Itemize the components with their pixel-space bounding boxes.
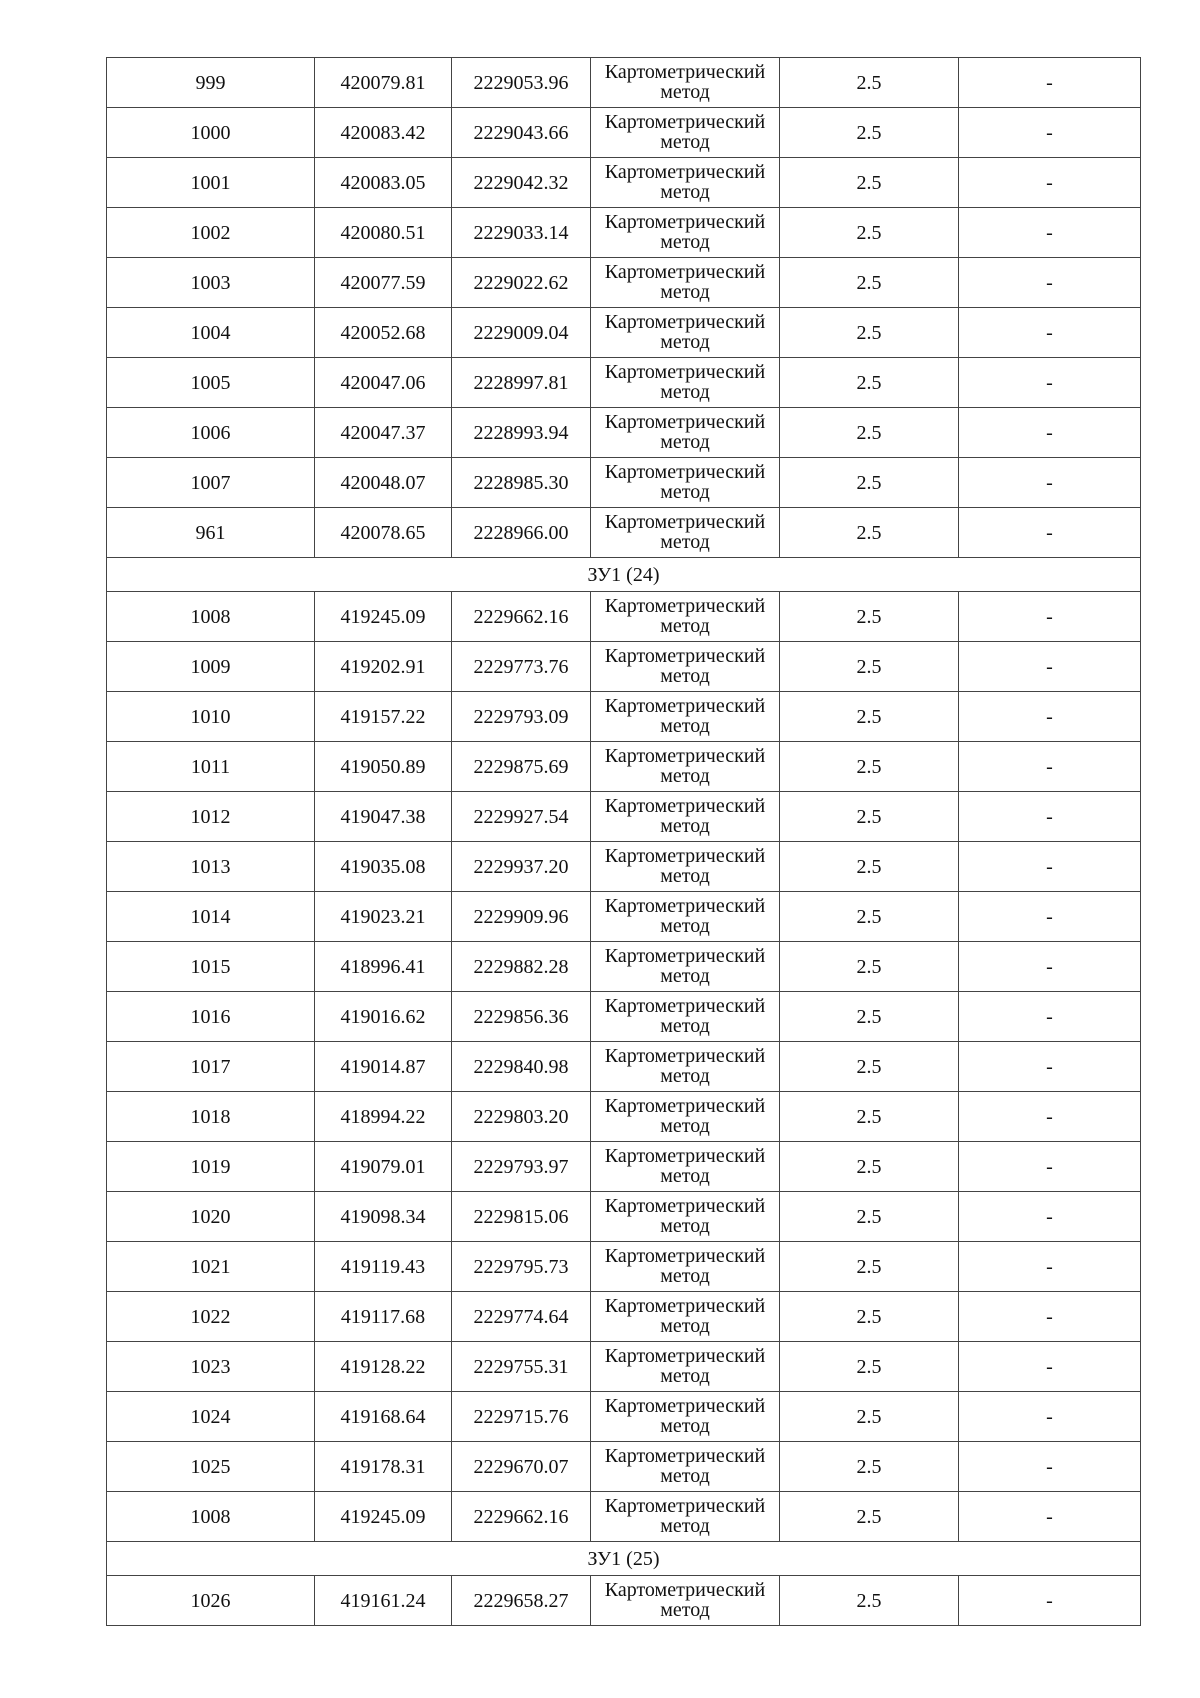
method-text-line2: метод bbox=[660, 864, 710, 887]
y-coordinate-cell: 2229042.32 bbox=[452, 158, 591, 208]
y-coordinate-cell: 2228966.00 bbox=[452, 508, 591, 558]
table-row bbox=[107, 992, 1141, 1042]
table-row bbox=[107, 692, 1141, 742]
method-cell bbox=[591, 742, 780, 792]
x-coordinate-cell: 419079.01 bbox=[315, 1142, 452, 1192]
method-text-line2: метод bbox=[660, 1114, 710, 1137]
accuracy-cell: 2.5 bbox=[780, 58, 959, 108]
method-cell bbox=[591, 592, 780, 642]
method-cell bbox=[591, 1192, 780, 1242]
x-coordinate-cell: 420052.68 bbox=[315, 308, 452, 358]
table-row bbox=[107, 208, 1141, 258]
point-number-cell: 961 bbox=[107, 508, 315, 558]
accuracy-cell: 2.5 bbox=[780, 1092, 959, 1142]
accuracy-cell: 2.5 bbox=[780, 1576, 959, 1626]
x-coordinate-cell: 419117.68 bbox=[315, 1292, 452, 1342]
accuracy-cell: 2.5 bbox=[780, 1342, 959, 1392]
accuracy-cell: 2.5 bbox=[780, 1042, 959, 1092]
accuracy-cell: 2.5 bbox=[780, 208, 959, 258]
method-cell bbox=[591, 58, 780, 108]
x-coordinate-cell: 419047.38 bbox=[315, 792, 452, 842]
y-coordinate-cell: 2229053.96 bbox=[452, 58, 591, 108]
point-number-cell: 1018 bbox=[107, 1092, 315, 1142]
method-cell bbox=[591, 1442, 780, 1492]
method-cell bbox=[591, 1142, 780, 1192]
accuracy-cell: 2.5 bbox=[780, 1142, 959, 1192]
coordinates-table bbox=[106, 57, 1141, 1626]
method-text-line2: метод bbox=[660, 1214, 710, 1237]
table-row bbox=[107, 508, 1141, 558]
method-text-line1: Картометрический bbox=[604, 310, 766, 333]
method-text-line1: Картометрический bbox=[604, 410, 766, 433]
method-text-line2: метод bbox=[660, 1414, 710, 1437]
table-row bbox=[107, 1242, 1141, 1292]
y-coordinate-cell: 2229856.36 bbox=[452, 992, 591, 1042]
x-coordinate-cell: 419157.22 bbox=[315, 692, 452, 742]
note-cell: - bbox=[959, 742, 1141, 792]
y-coordinate-cell: 2229793.97 bbox=[452, 1142, 591, 1192]
x-coordinate-cell: 420078.65 bbox=[315, 508, 452, 558]
note-cell: - bbox=[959, 208, 1141, 258]
note-cell: - bbox=[959, 108, 1141, 158]
method-cell bbox=[591, 1242, 780, 1292]
method-text-line1: Картометрический bbox=[604, 1094, 766, 1117]
method-text-line1: Картометрический bbox=[604, 1144, 766, 1167]
section-header-row bbox=[107, 1542, 1141, 1576]
method-text-line2: метод bbox=[660, 664, 710, 687]
table-row bbox=[107, 842, 1141, 892]
point-number-cell: 1005 bbox=[107, 358, 315, 408]
note-cell: - bbox=[959, 1342, 1141, 1392]
method-text-line2: метод bbox=[660, 1314, 710, 1337]
method-text-line2: метод bbox=[660, 1264, 710, 1287]
y-coordinate-cell: 2229795.73 bbox=[452, 1242, 591, 1292]
method-text-line1: Картометрический bbox=[604, 994, 766, 1017]
x-coordinate-cell: 419016.62 bbox=[315, 992, 452, 1042]
x-coordinate-cell: 419128.22 bbox=[315, 1342, 452, 1392]
x-coordinate-cell: 419161.24 bbox=[315, 1576, 452, 1626]
accuracy-cell: 2.5 bbox=[780, 1442, 959, 1492]
point-number-cell: 1007 bbox=[107, 458, 315, 508]
point-number-cell: 1025 bbox=[107, 1442, 315, 1492]
accuracy-cell: 2.5 bbox=[780, 108, 959, 158]
y-coordinate-cell: 2228997.81 bbox=[452, 358, 591, 408]
method-text-line2: метод bbox=[660, 1464, 710, 1487]
note-cell: - bbox=[959, 1192, 1141, 1242]
table-row bbox=[107, 1292, 1141, 1342]
accuracy-cell: 2.5 bbox=[780, 1392, 959, 1442]
table-row bbox=[107, 158, 1141, 208]
note-cell: - bbox=[959, 258, 1141, 308]
table-row bbox=[107, 408, 1141, 458]
note-cell: - bbox=[959, 1576, 1141, 1626]
method-text-line1: Картометрический bbox=[604, 1444, 766, 1467]
point-number-cell: 1008 bbox=[107, 1492, 315, 1542]
note-cell: - bbox=[959, 592, 1141, 642]
method-text-line1: Картометрический bbox=[604, 944, 766, 967]
table-row bbox=[107, 1042, 1141, 1092]
method-cell bbox=[591, 308, 780, 358]
point-number-cell: 1011 bbox=[107, 742, 315, 792]
table-row bbox=[107, 1192, 1141, 1242]
table-row bbox=[107, 742, 1141, 792]
accuracy-cell: 2.5 bbox=[780, 1242, 959, 1292]
point-number-cell: 1014 bbox=[107, 892, 315, 942]
x-coordinate-cell: 420079.81 bbox=[315, 58, 452, 108]
accuracy-cell: 2.5 bbox=[780, 258, 959, 308]
x-coordinate-cell: 420047.06 bbox=[315, 358, 452, 408]
x-coordinate-cell: 419014.87 bbox=[315, 1042, 452, 1092]
x-coordinate-cell: 419098.34 bbox=[315, 1192, 452, 1242]
accuracy-cell: 2.5 bbox=[780, 592, 959, 642]
method-text-line1: Картометрический bbox=[604, 844, 766, 867]
y-coordinate-cell: 2229755.31 bbox=[452, 1342, 591, 1392]
method-text-line1: Картометрический bbox=[604, 694, 766, 717]
accuracy-cell: 2.5 bbox=[780, 308, 959, 358]
point-number-cell: 1003 bbox=[107, 258, 315, 308]
y-coordinate-cell: 2228993.94 bbox=[452, 408, 591, 458]
note-cell: - bbox=[959, 842, 1141, 892]
method-text-line1: Картометрический bbox=[604, 1494, 766, 1517]
accuracy-cell: 2.5 bbox=[780, 842, 959, 892]
point-number-cell: 1000 bbox=[107, 108, 315, 158]
note-cell: - bbox=[959, 458, 1141, 508]
table-row bbox=[107, 892, 1141, 942]
method-cell bbox=[591, 1342, 780, 1392]
note-cell: - bbox=[959, 1492, 1141, 1542]
x-coordinate-cell: 420048.07 bbox=[315, 458, 452, 508]
method-text-line1: Картометрический bbox=[604, 1344, 766, 1367]
accuracy-cell: 2.5 bbox=[780, 992, 959, 1042]
y-coordinate-cell: 2229937.20 bbox=[452, 842, 591, 892]
method-cell bbox=[591, 158, 780, 208]
method-text-line1: Картометрический bbox=[604, 794, 766, 817]
method-text-line1: Картометрический bbox=[604, 744, 766, 767]
point-number-cell: 1013 bbox=[107, 842, 315, 892]
y-coordinate-cell: 2229773.76 bbox=[452, 642, 591, 692]
table-row bbox=[107, 1442, 1141, 1492]
method-text-line1: Картометрический bbox=[604, 360, 766, 383]
point-number-cell: 1012 bbox=[107, 792, 315, 842]
y-coordinate-cell: 2228985.30 bbox=[452, 458, 591, 508]
accuracy-cell: 2.5 bbox=[780, 158, 959, 208]
accuracy-cell: 2.5 bbox=[780, 408, 959, 458]
method-text-line1: Картометрический bbox=[604, 260, 766, 283]
table-row bbox=[107, 1576, 1141, 1626]
method-text-line2: метод bbox=[660, 380, 710, 403]
note-cell: - bbox=[959, 1292, 1141, 1342]
x-coordinate-cell: 419245.09 bbox=[315, 1492, 452, 1542]
note-cell: - bbox=[959, 892, 1141, 942]
method-cell bbox=[591, 508, 780, 558]
method-cell bbox=[591, 108, 780, 158]
point-number-cell: 1010 bbox=[107, 692, 315, 742]
method-text-line2: метод bbox=[660, 430, 710, 453]
accuracy-cell: 2.5 bbox=[780, 508, 959, 558]
x-coordinate-cell: 419023.21 bbox=[315, 892, 452, 942]
table-row bbox=[107, 592, 1141, 642]
method-text-line2: метод bbox=[660, 80, 710, 103]
note-cell: - bbox=[959, 942, 1141, 992]
section-header-row bbox=[107, 558, 1141, 592]
y-coordinate-cell: 2229009.04 bbox=[452, 308, 591, 358]
method-cell bbox=[591, 792, 780, 842]
method-cell bbox=[591, 642, 780, 692]
method-text-line2: метод bbox=[660, 480, 710, 503]
point-number-cell: 1001 bbox=[107, 158, 315, 208]
table-row bbox=[107, 358, 1141, 408]
point-number-cell: 1008 bbox=[107, 592, 315, 642]
table-row bbox=[107, 1342, 1141, 1392]
point-number-cell: 1006 bbox=[107, 408, 315, 458]
note-cell: - bbox=[959, 1142, 1141, 1192]
x-coordinate-cell: 419202.91 bbox=[315, 642, 452, 692]
table-row bbox=[107, 792, 1141, 842]
method-text-line1: Картометрический bbox=[604, 460, 766, 483]
accuracy-cell: 2.5 bbox=[780, 642, 959, 692]
coordinates-table-body bbox=[107, 58, 1141, 1626]
method-cell bbox=[591, 1492, 780, 1542]
accuracy-cell: 2.5 bbox=[780, 792, 959, 842]
y-coordinate-cell: 2229909.96 bbox=[452, 892, 591, 942]
table-row bbox=[107, 1392, 1141, 1442]
note-cell: - bbox=[959, 158, 1141, 208]
table-row bbox=[107, 458, 1141, 508]
y-coordinate-cell: 2229793.09 bbox=[452, 692, 591, 742]
method-text-line1: Картометрический bbox=[604, 1194, 766, 1217]
y-coordinate-cell: 2229658.27 bbox=[452, 1576, 591, 1626]
method-text-line2: метод bbox=[660, 1014, 710, 1037]
point-number-cell: 1017 bbox=[107, 1042, 315, 1092]
method-text-line2: метод bbox=[660, 1598, 710, 1621]
method-cell bbox=[591, 1042, 780, 1092]
method-text-line2: метод bbox=[660, 1164, 710, 1187]
point-number-cell: 1016 bbox=[107, 992, 315, 1042]
note-cell: - bbox=[959, 508, 1141, 558]
y-coordinate-cell: 2229033.14 bbox=[452, 208, 591, 258]
y-coordinate-cell: 2229840.98 bbox=[452, 1042, 591, 1092]
point-number-cell: 1026 bbox=[107, 1576, 315, 1626]
y-coordinate-cell: 2229022.62 bbox=[452, 258, 591, 308]
note-cell: - bbox=[959, 408, 1141, 458]
point-number-cell: 1020 bbox=[107, 1192, 315, 1242]
note-cell: - bbox=[959, 642, 1141, 692]
method-text-line1: Картометрический bbox=[604, 1394, 766, 1417]
x-coordinate-cell: 420083.42 bbox=[315, 108, 452, 158]
point-number-cell: 1009 bbox=[107, 642, 315, 692]
method-text-line2: метод bbox=[660, 614, 710, 637]
x-coordinate-cell: 420080.51 bbox=[315, 208, 452, 258]
y-coordinate-cell: 2229043.66 bbox=[452, 108, 591, 158]
x-coordinate-cell: 419119.43 bbox=[315, 1242, 452, 1292]
y-coordinate-cell: 2229670.07 bbox=[452, 1442, 591, 1492]
table-row bbox=[107, 108, 1141, 158]
point-number-cell: 1004 bbox=[107, 308, 315, 358]
method-text-line1: Картометрический bbox=[604, 160, 766, 183]
point-number-cell: 1015 bbox=[107, 942, 315, 992]
x-coordinate-cell: 419035.08 bbox=[315, 842, 452, 892]
table-row bbox=[107, 642, 1141, 692]
method-cell bbox=[591, 208, 780, 258]
accuracy-cell: 2.5 bbox=[780, 458, 959, 508]
method-text-line2: метод bbox=[660, 964, 710, 987]
x-coordinate-cell: 419245.09 bbox=[315, 592, 452, 642]
point-number-cell: 1021 bbox=[107, 1242, 315, 1292]
accuracy-cell: 2.5 bbox=[780, 692, 959, 742]
method-text-line1: Картометрический bbox=[604, 1244, 766, 1267]
note-cell: - bbox=[959, 1242, 1141, 1292]
accuracy-cell: 2.5 bbox=[780, 892, 959, 942]
accuracy-cell: 2.5 bbox=[780, 1192, 959, 1242]
table-row bbox=[107, 942, 1141, 992]
table-row bbox=[107, 58, 1141, 108]
method-text-line2: метод bbox=[660, 1364, 710, 1387]
method-text-line1: Картометрический bbox=[604, 1044, 766, 1067]
note-cell: - bbox=[959, 1442, 1141, 1492]
section-label: ЗУ1 (25) bbox=[107, 1542, 1141, 1576]
x-coordinate-cell: 420077.59 bbox=[315, 258, 452, 308]
point-number-cell: 1024 bbox=[107, 1392, 315, 1442]
method-text-line2: метод bbox=[660, 180, 710, 203]
method-text-line1: Картометрический bbox=[604, 594, 766, 617]
method-text-line2: метод bbox=[660, 764, 710, 787]
method-text-line1: Картометрический bbox=[604, 644, 766, 667]
method-cell bbox=[591, 1576, 780, 1626]
y-coordinate-cell: 2229927.54 bbox=[452, 792, 591, 842]
method-cell bbox=[591, 1292, 780, 1342]
method-text-line2: метод bbox=[660, 230, 710, 253]
x-coordinate-cell: 419178.31 bbox=[315, 1442, 452, 1492]
note-cell: - bbox=[959, 1392, 1141, 1442]
method-cell bbox=[591, 892, 780, 942]
y-coordinate-cell: 2229803.20 bbox=[452, 1092, 591, 1142]
method-text-line1: Картометрический bbox=[604, 210, 766, 233]
method-text-line1: Картометрический bbox=[604, 510, 766, 533]
x-coordinate-cell: 419050.89 bbox=[315, 742, 452, 792]
table-row bbox=[107, 1092, 1141, 1142]
accuracy-cell: 2.5 bbox=[780, 358, 959, 408]
y-coordinate-cell: 2229882.28 bbox=[452, 942, 591, 992]
y-coordinate-cell: 2229715.76 bbox=[452, 1392, 591, 1442]
method-cell bbox=[591, 408, 780, 458]
method-cell bbox=[591, 842, 780, 892]
method-text-line1: Картометрический bbox=[604, 1294, 766, 1317]
table-row bbox=[107, 1142, 1141, 1192]
method-text-line2: метод bbox=[660, 914, 710, 937]
method-text-line1: Картометрический bbox=[604, 60, 766, 83]
method-text-line1: Картометрический bbox=[604, 110, 766, 133]
y-coordinate-cell: 2229815.06 bbox=[452, 1192, 591, 1242]
method-text-line2: метод bbox=[660, 1064, 710, 1087]
point-number-cell: 1022 bbox=[107, 1292, 315, 1342]
point-number-cell: 1023 bbox=[107, 1342, 315, 1392]
method-cell bbox=[591, 1092, 780, 1142]
y-coordinate-cell: 2229662.16 bbox=[452, 1492, 591, 1542]
method-text-line2: метод bbox=[660, 130, 710, 153]
x-coordinate-cell: 418994.22 bbox=[315, 1092, 452, 1142]
accuracy-cell: 2.5 bbox=[780, 1492, 959, 1542]
note-cell: - bbox=[959, 992, 1141, 1042]
accuracy-cell: 2.5 bbox=[780, 942, 959, 992]
accuracy-cell: 2.5 bbox=[780, 742, 959, 792]
point-number-cell: 999 bbox=[107, 58, 315, 108]
table-row bbox=[107, 1492, 1141, 1542]
note-cell: - bbox=[959, 1092, 1141, 1142]
note-cell: - bbox=[959, 692, 1141, 742]
y-coordinate-cell: 2229875.69 bbox=[452, 742, 591, 792]
x-coordinate-cell: 419168.64 bbox=[315, 1392, 452, 1442]
table-row bbox=[107, 308, 1141, 358]
note-cell: - bbox=[959, 58, 1141, 108]
method-text-line2: метод bbox=[660, 1514, 710, 1537]
method-text-line2: метод bbox=[660, 530, 710, 553]
x-coordinate-cell: 418996.41 bbox=[315, 942, 452, 992]
method-text-line1: Картометрический bbox=[604, 1578, 766, 1601]
note-cell: - bbox=[959, 792, 1141, 842]
table-row bbox=[107, 258, 1141, 308]
method-text-line2: метод bbox=[660, 280, 710, 303]
method-cell bbox=[591, 942, 780, 992]
method-cell bbox=[591, 258, 780, 308]
note-cell: - bbox=[959, 1042, 1141, 1092]
y-coordinate-cell: 2229774.64 bbox=[452, 1292, 591, 1342]
note-cell: - bbox=[959, 358, 1141, 408]
method-cell bbox=[591, 358, 780, 408]
method-cell bbox=[591, 458, 780, 508]
method-text-line2: метод bbox=[660, 330, 710, 353]
x-coordinate-cell: 420083.05 bbox=[315, 158, 452, 208]
method-cell bbox=[591, 992, 780, 1042]
method-text-line2: метод bbox=[660, 814, 710, 837]
method-cell bbox=[591, 1392, 780, 1442]
method-text-line1: Картометрический bbox=[604, 894, 766, 917]
note-cell: - bbox=[959, 308, 1141, 358]
y-coordinate-cell: 2229662.16 bbox=[452, 592, 591, 642]
accuracy-cell: 2.5 bbox=[780, 1292, 959, 1342]
point-number-cell: 1019 bbox=[107, 1142, 315, 1192]
section-label: ЗУ1 (24) bbox=[107, 558, 1141, 592]
method-text-line2: метод bbox=[660, 714, 710, 737]
method-cell bbox=[591, 692, 780, 742]
point-number-cell: 1002 bbox=[107, 208, 315, 258]
x-coordinate-cell: 420047.37 bbox=[315, 408, 452, 458]
